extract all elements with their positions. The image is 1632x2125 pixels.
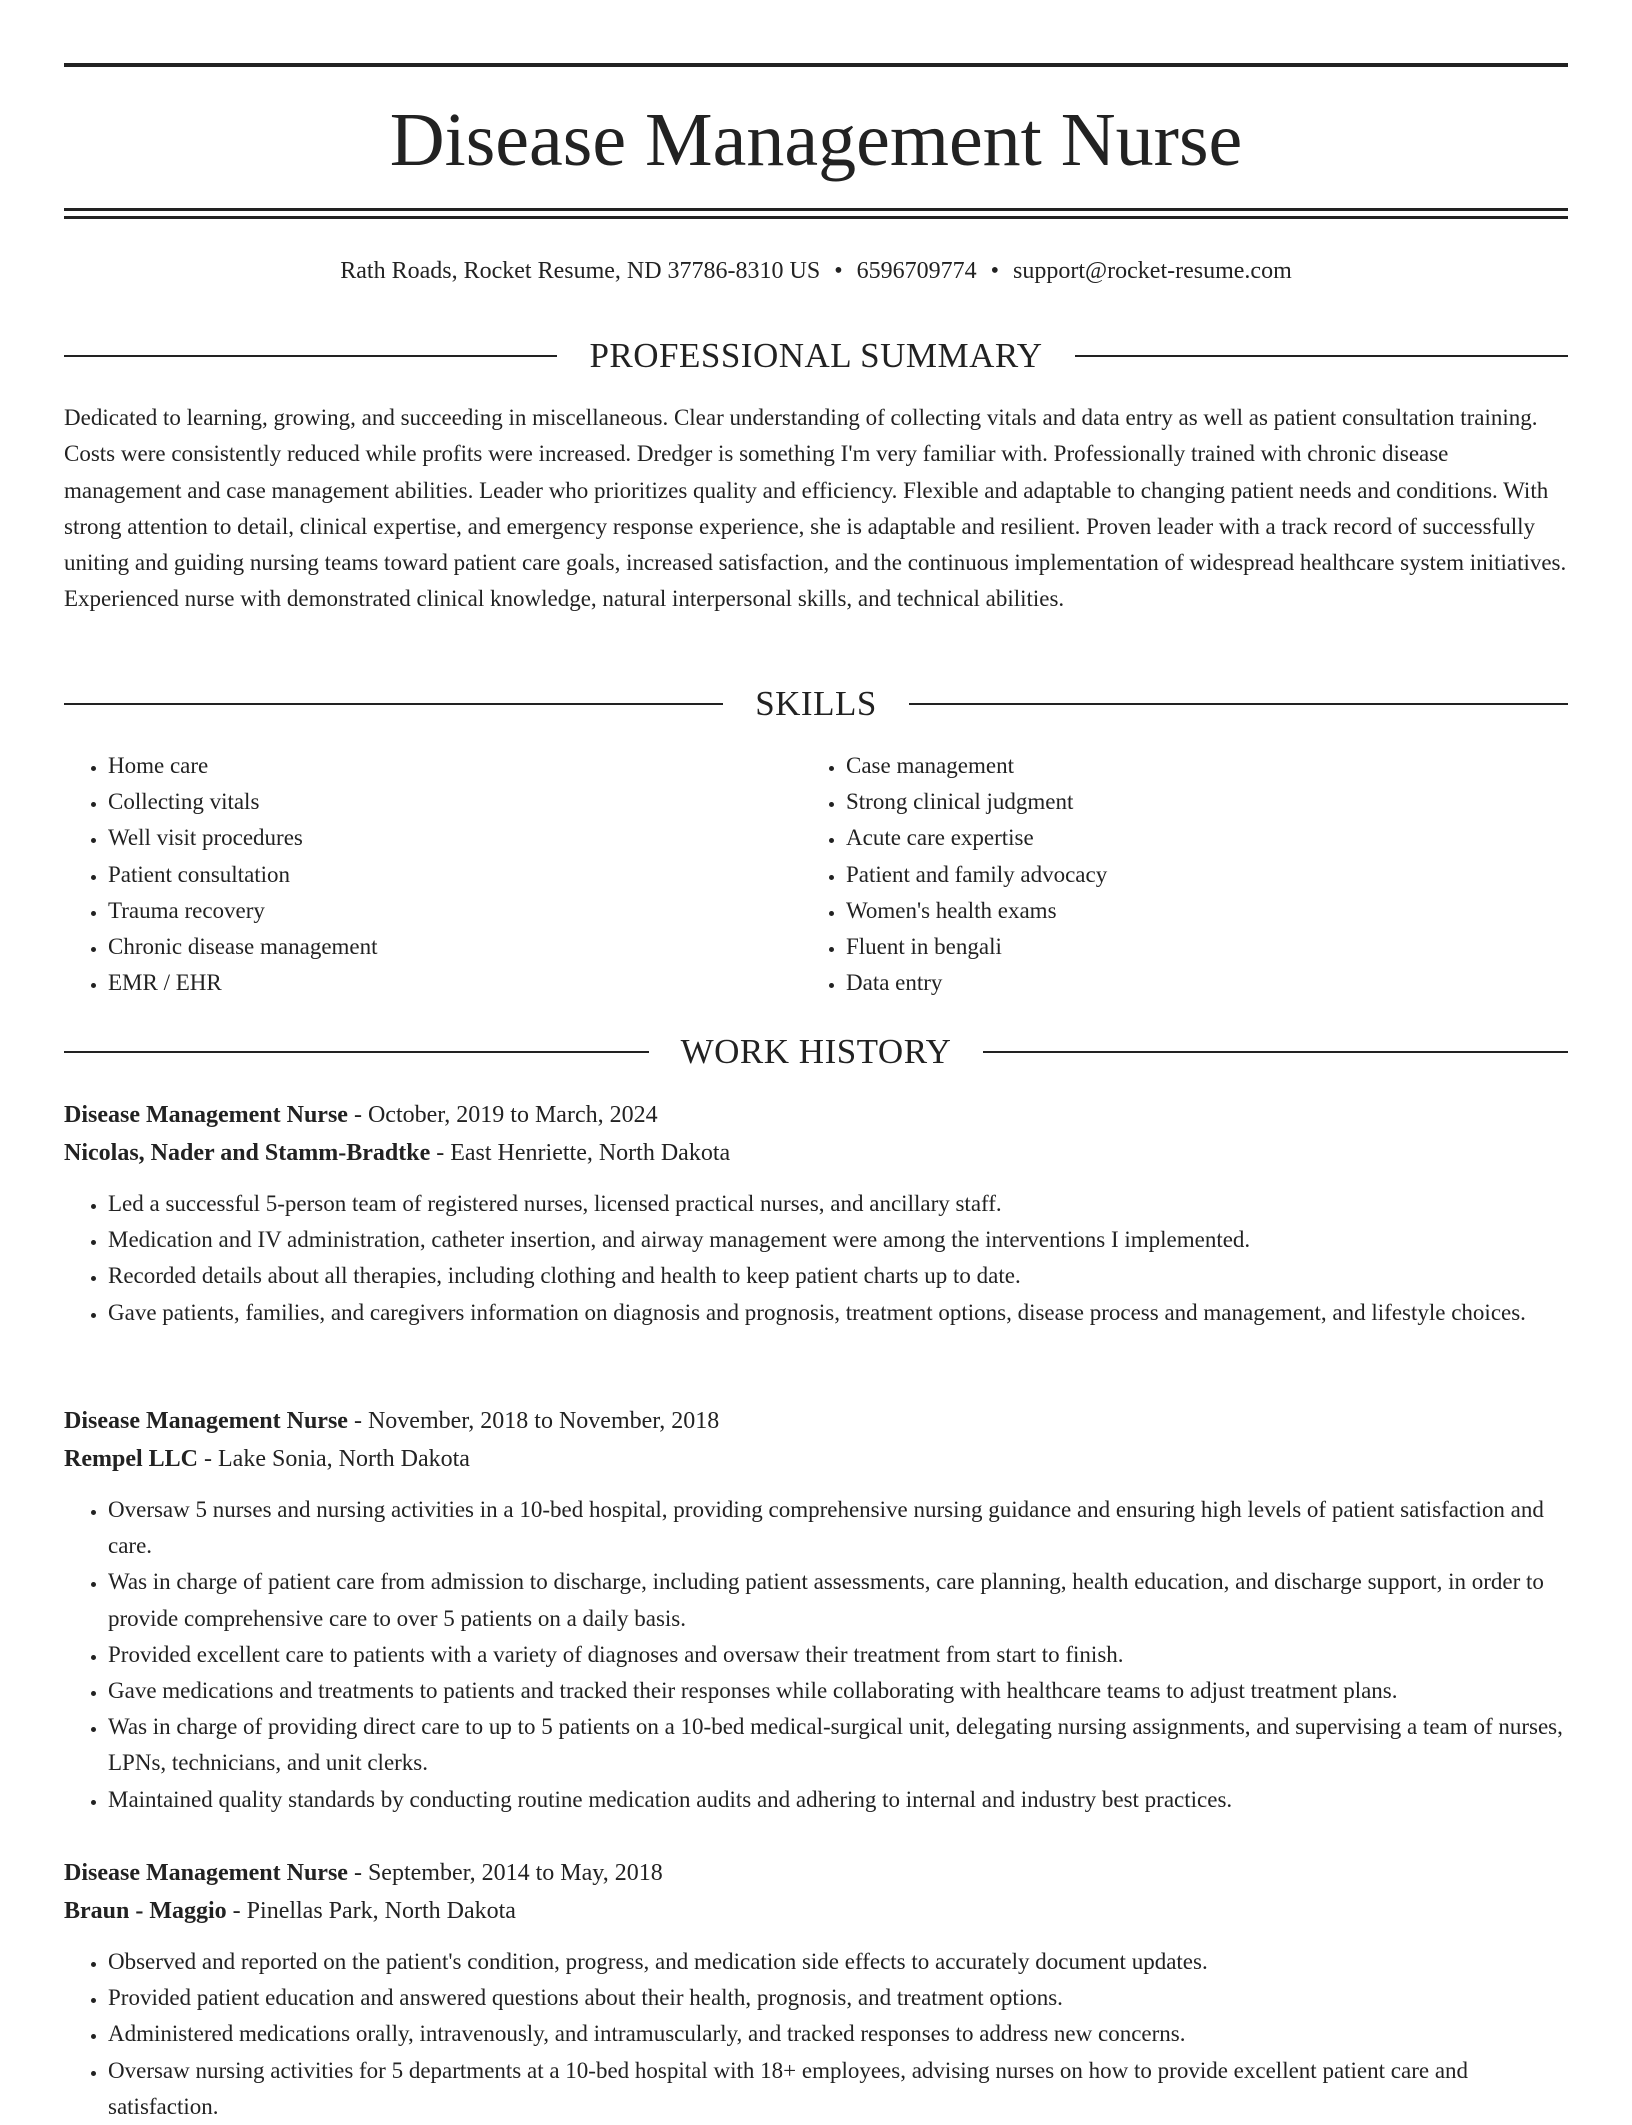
job-bullet: • Recorded details about all therapies, including clothing and health to keep patient charts up to date. bbox=[108, 1258, 1568, 1294]
heading-rule-left bbox=[64, 355, 557, 357]
skill-item: • Women's health exams bbox=[846, 893, 1500, 929]
skill-item: • Case management bbox=[846, 748, 1500, 784]
skill-item: • Data entry bbox=[846, 965, 1500, 1001]
job-company-line: Braun - Maggio - Pinellas Park, North Dakota bbox=[64, 1898, 516, 1924]
skill-item: • Well visit procedures bbox=[108, 820, 762, 856]
job-bullet: • Was in charge of providing direct care to up to 5 patients on a 10-bed medical-surgical unit, delegating nursing assignments, and supervising a team of nurses, LPNs, technicians, and unit clerks. bbox=[108, 1709, 1568, 1781]
job-entry bbox=[64, 1402, 1568, 1818]
job-entry bbox=[64, 1096, 1568, 1331]
job-bullet: • Led a successful 5-person team of registered nurses, licensed practical nurses, and ancillary staff. bbox=[108, 1186, 1568, 1222]
job-location: Pinellas Park, North Dakota bbox=[246, 1898, 516, 1924]
job-bullet: • Oversaw nursing activities for 5 departments at a 10-bed hospital with 18+ employees, advising nurses on how to provide excellent patient care and satisfaction. bbox=[108, 2053, 1568, 2125]
job-bullet: • Maintained quality standards by conducting routine medication audits and adhering to internal and industry best practices. bbox=[108, 1782, 1568, 1818]
job-bullets bbox=[64, 1944, 1568, 2125]
skill-item: • Acute care expertise bbox=[846, 820, 1500, 856]
job-bullet: • Administered medications orally, intravenously, and intramuscularly, and tracked responses to address new concerns. bbox=[108, 2016, 1568, 2052]
job-bullet: • Provided patient education and answered questions about their health, prognosis, and treatment options. bbox=[108, 1980, 1568, 2016]
job-company-line: Rempel LLC - Lake Sonia, North Dakota bbox=[64, 1446, 470, 1472]
heading-rule-right bbox=[983, 1051, 1568, 1053]
job-bullets bbox=[64, 1186, 1568, 1331]
job-dates: November, 2018 to November, 2018 bbox=[367, 1408, 720, 1434]
contact-phone: 6596709774 bbox=[856, 258, 977, 284]
job-company-line: Nicolas, Nader and Stamm-Bradtke - East Henriette, North Dakota bbox=[64, 1140, 731, 1166]
skill-item: • Trauma recovery bbox=[108, 893, 762, 929]
job-title: Disease Management Nurse bbox=[64, 1860, 348, 1886]
work-history-heading bbox=[64, 1030, 1568, 1074]
job-dates: September, 2014 to May, 2018 bbox=[367, 1860, 663, 1886]
summary-heading bbox=[64, 334, 1568, 378]
job-bullet: • Medication and IV administration, catheter insertion, and airway management were among the interventions I implemented. bbox=[108, 1222, 1568, 1258]
job-bullet: • Observed and reported on the patient's condition, progress, and medication side effects to accurately document updates. bbox=[108, 1944, 1568, 1980]
job-company: Rempel LLC bbox=[64, 1446, 198, 1472]
contact-address: Rath Roads, Rocket Resume, ND 37786-8310 US bbox=[340, 258, 821, 284]
skill-item: • Strong clinical judgment bbox=[846, 784, 1500, 820]
header-top-rule bbox=[64, 63, 1568, 67]
summary-heading-title: PROFESSIONAL SUMMARY bbox=[589, 336, 1043, 375]
contact-separator: • bbox=[834, 258, 843, 284]
heading-rule-right bbox=[1075, 355, 1568, 357]
job-company: Braun - Maggio bbox=[64, 1898, 227, 1924]
job-role-line: Disease Management Nurse - September, 2014 to May, 2018 bbox=[64, 1860, 663, 1886]
skills-column-right bbox=[802, 748, 1500, 1001]
skill-item: • Patient consultation bbox=[108, 857, 762, 893]
skill-item: • Chronic disease management bbox=[108, 929, 762, 965]
skills-column-left bbox=[64, 748, 762, 1001]
resume-name: Disease Management Nurse bbox=[389, 98, 1243, 182]
header-double-rule-lower bbox=[64, 216, 1568, 219]
job-location: East Henriette, North Dakota bbox=[450, 1140, 731, 1166]
skill-item: • EMR / EHR bbox=[108, 965, 762, 1001]
skill-item: • Patient and family advocacy bbox=[846, 857, 1500, 893]
job-entry bbox=[64, 1854, 1568, 2125]
job-bullet: • Gave patients, families, and caregivers information on diagnosis and prognosis, treatment options, disease process and management, and lifestyle choices. bbox=[108, 1295, 1568, 1331]
summary-paragraph: Dedicated to learning, growing, and succeeding in miscellaneous. Clear understanding of collecting vitals and data entry as well as patient consultation training. Costs were consistently reduced while profits were increased. Dredger is something I'm very familiar with. Professionally trained with chronic disease management and case management abilities. Leader who prioritizes quality and efficiency. Flexible and adaptable to changing patient needs and conditions. With strong attention to detail, clinical expertise, and emergency response experience, she is adaptable and resilient. Proven leader with a track record of successfully uniting and guiding nursing teams toward patient care goals, increased satisfaction, and the continuous implementation of widespread healthcare system initiatives. Experienced nurse with demonstrated clinical knowledge, natural interpersonal skills, and technical abilities. bbox=[64, 405, 1567, 612]
skills-list bbox=[64, 748, 1568, 1001]
contact-line bbox=[64, 254, 1568, 288]
contact-separator: • bbox=[990, 258, 1000, 284]
job-title: Disease Management Nurse bbox=[64, 1408, 348, 1434]
heading-rule-right bbox=[909, 703, 1568, 705]
skills-heading bbox=[64, 682, 1568, 726]
job-bullet: • Oversaw 5 nurses and nursing activities in a 10-bed hospital, providing comprehensive nursing guidance and ensuring high levels of patient satisfaction and care. bbox=[108, 1492, 1568, 1564]
job-bullets bbox=[64, 1492, 1568, 1818]
skills-heading-title: SKILLS bbox=[755, 684, 877, 723]
header-double-rule-upper bbox=[64, 208, 1568, 211]
job-bullet: • Provided excellent care to patients with a variety of diagnoses and oversaw their treatment from start to finish. bbox=[108, 1637, 1568, 1673]
contact-email: support@rocket-resume.com bbox=[1013, 258, 1292, 284]
job-title: Disease Management Nurse bbox=[64, 1102, 348, 1128]
skill-item: • Fluent in bengali bbox=[846, 929, 1500, 965]
job-dates: October, 2019 to March, 2024 bbox=[367, 1102, 658, 1128]
heading-rule-left bbox=[64, 703, 723, 705]
job-bullet: • Was in charge of patient care from admission to discharge, including patient assessments, care planning, health education, and discharge support, in order to provide comprehensive care to over 5 patients on a daily basis. bbox=[108, 1564, 1568, 1636]
skill-item: • Home care bbox=[108, 748, 762, 784]
job-location: Lake Sonia, North Dakota bbox=[218, 1446, 470, 1472]
job-company: Nicolas, Nader and Stamm-Bradtke bbox=[64, 1140, 431, 1166]
job-bullet: • Gave medications and treatments to patients and tracked their responses while collaborating with healthcare teams to adjust treatment plans. bbox=[108, 1673, 1568, 1709]
work-history-heading-title: WORK HISTORY bbox=[680, 1032, 952, 1071]
job-role-line: Disease Management Nurse - October, 2019 to March, 2024 bbox=[64, 1102, 658, 1128]
heading-rule-left bbox=[64, 1051, 649, 1053]
job-role-line: Disease Management Nurse - November, 2018 to November, 2018 bbox=[64, 1408, 720, 1434]
skill-item: • Collecting vitals bbox=[108, 784, 762, 820]
